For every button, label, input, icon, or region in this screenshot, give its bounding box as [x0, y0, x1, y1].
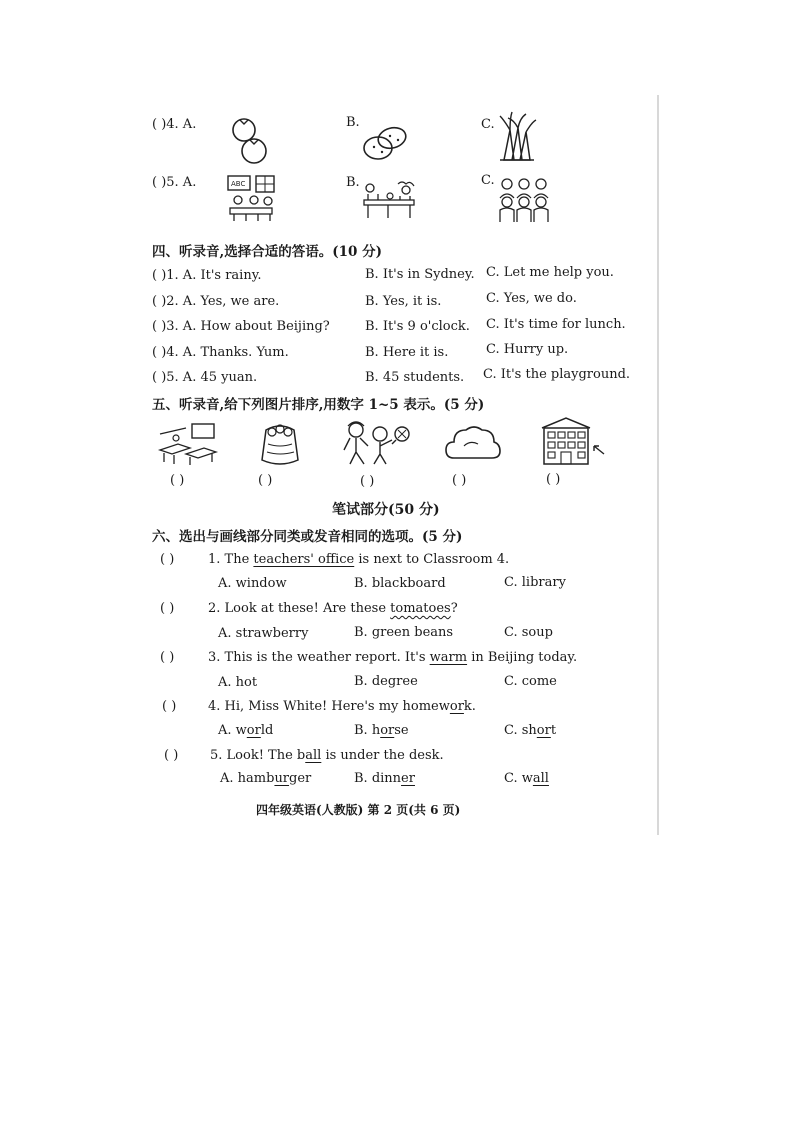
option-a: A. hot	[218, 675, 258, 690]
option-pre: C. w	[504, 771, 533, 786]
option-c: C. soup	[504, 625, 553, 640]
option-c	[504, 771, 549, 786]
classroom-icon	[226, 174, 276, 222]
potato-sack-icon	[258, 420, 302, 468]
answer-paren[interactable]: ( )	[160, 601, 175, 616]
potatoes-icon	[360, 122, 410, 164]
canteen-icon	[360, 180, 418, 220]
svg-text:ABC: ABC	[231, 180, 246, 188]
question-text: ( )3. A. How about Beijing?	[152, 319, 330, 334]
section-4-heading: 四、听录音,选择合适的答语。(10 分)	[152, 244, 382, 260]
answer-blank[interactable]: ( )	[258, 473, 273, 488]
option-pre: A. w	[218, 723, 247, 738]
question-pre: 5. Look! The b	[210, 748, 306, 763]
question-number: ( )5. A.	[152, 175, 197, 190]
option-pre: B. dinn	[354, 771, 402, 786]
option-c	[504, 723, 556, 738]
option-post: ld	[260, 723, 274, 738]
underlined-letters: ur	[274, 771, 290, 786]
option-a: A. strawberry	[218, 626, 309, 641]
question-post: ?	[450, 601, 458, 616]
question-post: is under the desk.	[321, 748, 444, 763]
option-b: B. green beans	[354, 625, 454, 640]
underlined-word: teachers' office	[253, 552, 355, 567]
written-part-title: 笔试部分(50 分)	[332, 502, 440, 518]
carrots-icon	[496, 110, 538, 165]
answer-blank[interactable]: ( )	[360, 474, 375, 489]
classroom-scene-icon	[156, 420, 220, 466]
option-b-label: B.	[346, 175, 360, 190]
underlined-letters: all	[305, 748, 322, 763]
tomatoes-icon	[226, 114, 272, 166]
question-pre: 4. Hi, Miss White! Here's my homew	[208, 699, 450, 714]
question-text: ( )5. A. 45 yuan.	[152, 370, 258, 385]
kids-playing-icon	[338, 418, 414, 468]
option-b: B. 45 students.	[365, 370, 465, 385]
students-group-icon	[497, 176, 551, 224]
underlined-letters: all	[532, 771, 549, 786]
option-b: B. Yes, it is.	[365, 294, 442, 309]
option-post: t	[550, 723, 557, 738]
option-c: C. Let me help you.	[486, 265, 614, 280]
option-b: B. blackboard	[354, 576, 446, 591]
section-6-heading: 六、选出与画线部分同类或发音相同的选项。(5 分)	[152, 529, 463, 545]
option-b-label: B.	[346, 115, 360, 130]
option-pre: B. h	[354, 723, 381, 738]
option-c: C. It's time for lunch.	[486, 317, 626, 332]
option-a	[218, 723, 273, 738]
option-b: B. It's 9 o'clock.	[365, 319, 470, 334]
question-pre: 1. The	[208, 552, 254, 567]
question-text: ( )2. A. Yes, we are.	[152, 294, 280, 309]
question-text: ( )1. A. It's rainy.	[152, 268, 262, 283]
option-b: B. Here it is.	[365, 345, 449, 360]
option-pre: A. hamb	[220, 771, 275, 786]
question-post: is next to Classroom 4.	[354, 552, 510, 567]
answer-paren[interactable]: ( )	[162, 699, 177, 714]
section-5-heading: 五、听录音,给下列图片排序,用数字 1~5 表示。(5 分)	[152, 397, 485, 413]
answer-blank[interactable]: ( )	[452, 473, 467, 488]
question-post: k.	[463, 699, 476, 714]
option-pre: C. sh	[504, 723, 537, 738]
option-post: se	[394, 723, 409, 738]
page-edge-line	[657, 95, 659, 835]
cloud-icon	[444, 422, 502, 464]
option-post: ger	[289, 771, 312, 786]
underlined-letters: or	[380, 723, 395, 738]
option-c: C. It's the playground.	[483, 367, 631, 382]
underlined-letters: or	[246, 723, 261, 738]
question-text	[208, 601, 458, 616]
underlined-letters: or	[449, 699, 464, 714]
underlined-letters: or	[536, 723, 551, 738]
option-a	[220, 771, 311, 786]
option-b: B. It's in Sydney.	[365, 267, 475, 282]
option-b	[354, 771, 415, 786]
question-pre: 2. Look at these! Are these	[208, 601, 391, 616]
option-c-label: C.	[481, 117, 495, 132]
question-text	[208, 650, 577, 665]
school-building-icon	[538, 416, 606, 466]
answer-paren[interactable]: ( )	[164, 748, 179, 763]
question-number: ( )4. A.	[152, 117, 197, 132]
underlined-letters: er	[401, 771, 415, 786]
page-footer: 四年级英语(人教版) 第 2 页(共 6 页)	[256, 803, 461, 817]
option-b: B. degree	[354, 674, 418, 689]
question-text: ( )4. A. Thanks. Yum.	[152, 345, 289, 360]
option-c: C. library	[504, 575, 566, 590]
option-b	[354, 723, 409, 738]
underlined-word: tomatoes	[390, 601, 451, 616]
question-text	[210, 748, 444, 763]
option-c-label: C.	[481, 173, 495, 188]
option-c: C. come	[504, 674, 557, 689]
question-pre: 3. This is the weather report. It's	[208, 650, 430, 665]
option-c: C. Yes, we do.	[486, 291, 577, 306]
question-text	[208, 552, 509, 567]
option-a: A. window	[218, 576, 287, 591]
answer-blank[interactable]: ( )	[546, 472, 561, 487]
answer-blank[interactable]: ( )	[170, 473, 185, 488]
option-c: C. Hurry up.	[486, 342, 569, 357]
question-text	[208, 699, 476, 714]
answer-paren[interactable]: ( )	[160, 650, 175, 665]
question-post: in Beijing today.	[467, 650, 578, 665]
underlined-word: warm	[429, 650, 468, 665]
answer-paren[interactable]: ( )	[160, 552, 175, 567]
